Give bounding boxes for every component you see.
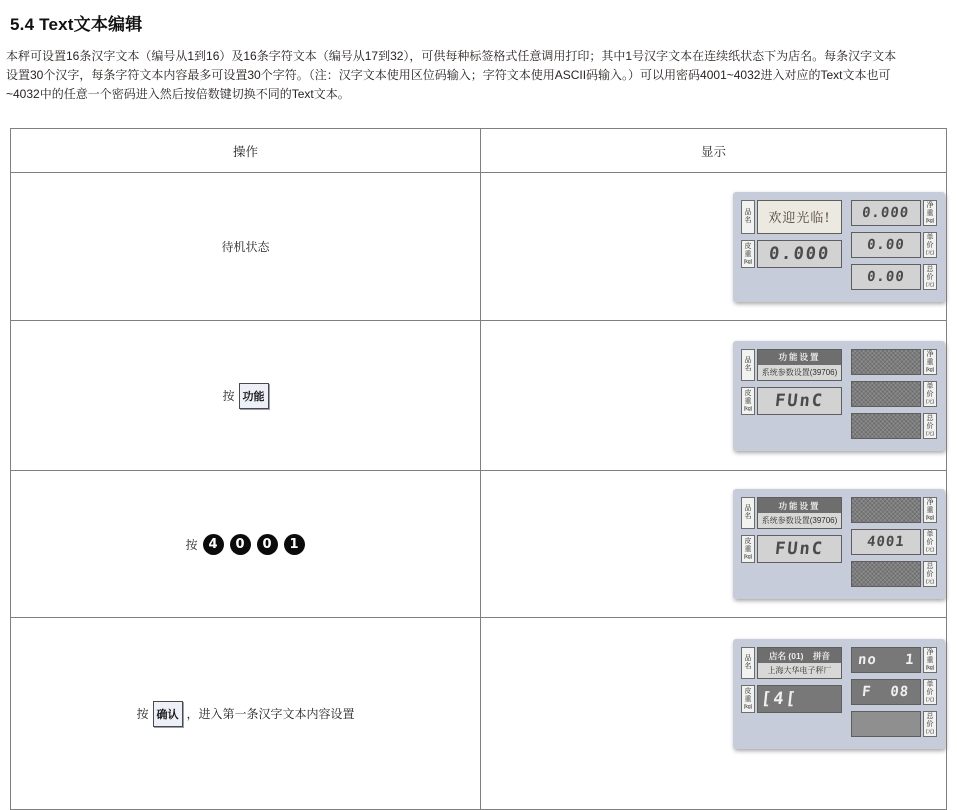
tare-weight-display: 0.000 bbox=[757, 240, 842, 268]
total-price-label: 总 价 (元) bbox=[923, 711, 937, 737]
unit-price-label: 单 价 (元) bbox=[923, 679, 937, 705]
intro-line: 本秤可设置16条汉字文本（编号从1到16）及16条字符文本（编号从17到32），可供每种标签格式任意调用打印；其中1号汉字文本在连续纸状态下为店名。每条汉字文本 bbox=[6, 49, 897, 63]
scale-display-panel-confirm bbox=[733, 639, 945, 749]
total-price-label: 总 价 (元) bbox=[923, 264, 937, 290]
table-row bbox=[11, 321, 947, 471]
table-row bbox=[11, 471, 947, 618]
unit-price-display: F 08 bbox=[851, 679, 921, 705]
tare-weight-display: FUnC bbox=[757, 387, 842, 415]
header-operation: 操作 bbox=[11, 129, 481, 173]
tare-weight-label: 皮 重 (kg) bbox=[741, 535, 755, 563]
operation-suffix: ，进入第一条汉字文本内容设置 bbox=[186, 707, 355, 721]
total-price-label: 总 价 (元) bbox=[923, 561, 937, 587]
page-title: 5.4 Text文本编辑 bbox=[10, 15, 143, 34]
total-price-display: 0.00 bbox=[851, 264, 921, 290]
scale-display-panel-standby bbox=[733, 192, 945, 302]
product-name-label: 品 名 bbox=[741, 647, 755, 679]
header-display: 显示 bbox=[481, 129, 947, 173]
tare-weight-label: 皮 重 (kg) bbox=[741, 240, 755, 268]
digit-key-0: 0 bbox=[257, 534, 278, 555]
table-header-row bbox=[11, 129, 947, 173]
func-key-image: 功能 bbox=[239, 383, 269, 409]
unit-price-label: 单 价 (元) bbox=[923, 381, 937, 407]
net-weight-display bbox=[851, 497, 921, 523]
total-price-label: 总 价 (元) bbox=[923, 413, 937, 439]
unit-price-label: 单 价 (元) bbox=[923, 529, 937, 555]
digit-key-4: 4 bbox=[203, 534, 224, 555]
digit-key-1: 1 bbox=[284, 534, 305, 555]
operation-text: 待机状态 bbox=[221, 240, 270, 254]
scale-display-panel-4001 bbox=[733, 489, 945, 599]
unit-price-display bbox=[851, 381, 921, 407]
net-weight-label: 净 重 (kg) bbox=[923, 349, 937, 375]
tare-weight-label: 皮 重 (kg) bbox=[741, 387, 755, 415]
net-weight-label: 净 重 (kg) bbox=[923, 497, 937, 523]
operation-prefix: 按 bbox=[185, 537, 198, 552]
tare-weight-label: 皮 重 (kg) bbox=[741, 685, 755, 713]
total-price-display bbox=[851, 711, 921, 737]
operation-prefix: 按 bbox=[136, 707, 149, 721]
confirm-key-image: 确认 bbox=[153, 701, 183, 727]
operation-display-table bbox=[10, 128, 947, 810]
net-weight-display: 0.000 bbox=[851, 200, 921, 226]
unit-price-label: 单 价 (元) bbox=[923, 232, 937, 258]
operation-press-4001 bbox=[11, 471, 480, 617]
net-weight-label: 净 重 (kg) bbox=[923, 200, 937, 226]
operation-standby bbox=[11, 173, 480, 320]
net-weight-display: no 1 bbox=[851, 647, 921, 673]
intro-line: 设置30个汉字，每条字符文本内容最多可设置30个字符。（注：汉字文本使用区位码输入；字符文本使用ASCII码输入。）可以用密码4001~4032进入对应的Text文本也可 bbox=[6, 68, 891, 82]
operation-prefix: 按 bbox=[222, 389, 235, 403]
table-row bbox=[11, 173, 947, 321]
intro-line: ~4032中的任意一个密码进入然后按倍数键切换不同的Text文本。 bbox=[6, 87, 350, 101]
unit-price-display: 4001 bbox=[851, 529, 921, 555]
operation-press-func bbox=[11, 321, 480, 470]
total-price-display bbox=[851, 413, 921, 439]
product-name-display: 功能设置 系统参数设置(39706) bbox=[757, 349, 842, 381]
product-name-display: 店名 (01) 拼音 上海大华电子秤厂 bbox=[757, 647, 842, 679]
product-name-label: 品 名 bbox=[741, 349, 755, 381]
tare-weight-display: FUnC bbox=[757, 535, 842, 563]
product-name-display: 功能设置 系统参数设置(39706) bbox=[757, 497, 842, 529]
net-weight-label: 净 重 (kg) bbox=[923, 647, 937, 673]
table-row bbox=[11, 618, 947, 810]
total-price-display bbox=[851, 561, 921, 587]
scale-display-panel-func bbox=[733, 341, 945, 451]
product-name-label: 品 名 bbox=[741, 497, 755, 529]
tare-weight-display: [4[ bbox=[757, 685, 842, 713]
digit-key-0: 0 bbox=[230, 534, 251, 555]
net-weight-display bbox=[851, 349, 921, 375]
unit-price-display: 0.00 bbox=[851, 232, 921, 258]
product-name-label: 品 名 bbox=[741, 200, 755, 234]
operation-press-confirm bbox=[11, 618, 480, 809]
product-name-display: 欢迎光临! bbox=[757, 200, 842, 234]
intro-paragraph bbox=[6, 47, 957, 104]
